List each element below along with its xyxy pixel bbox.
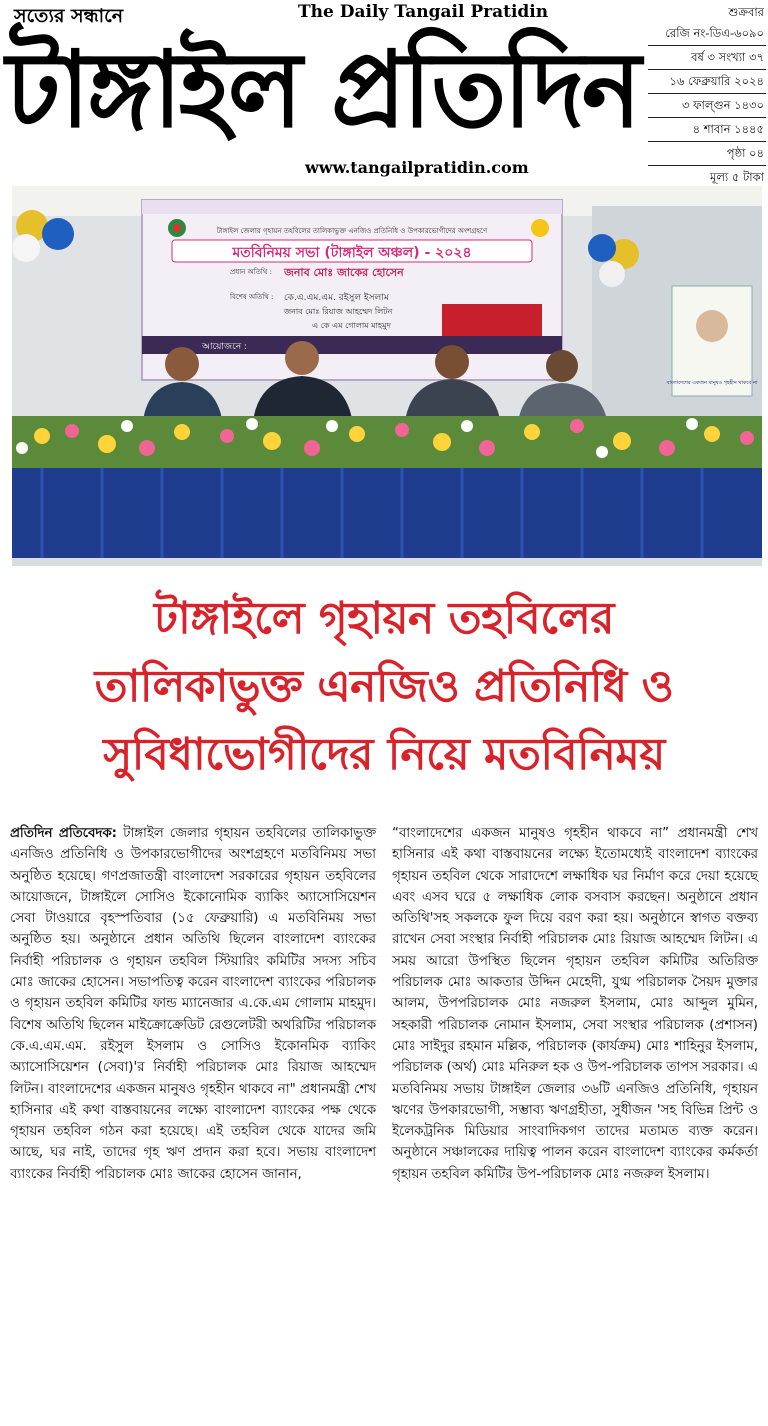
headline-line-2: তালিকাভুক্ত এনজিও প্রতিনিধি ও	[94, 661, 674, 712]
meta-date-english: ১৬ ফেব্রুয়ারি ২০২৪	[648, 70, 766, 94]
meta-price: মূল্য ৫ টাকা	[709, 170, 764, 184]
column-1-text: টাঙ্গাইল জেলার গৃহায়ন তহবিলের তালিকাভুক্ত এনজিও প্রতিনিধি ও উপকারভোগীদের অংশগ্রহণে মতবিনিময় সভা অনুষ্ঠিত হয়েছে। গণপ্রজাতন্ত্রী বাংলাদেশ সরকারের গৃহায়ন তহবিলের আয়োজনে, টাঙ্গাইলে সোসিও ইকোনোমিক ব্যাকিং অ্যাসোসিয়েশন সেবা টাওয়ারে বৃহস্পতিবার (১৫ ফেব্রুয়ারি) এ মতবিনিময় সভা অনুষ্ঠিত হয়। অনুষ্ঠানে প্রধান অতিথি ছিলেন বাংলাদেশ ব্যাংকের নির্বাহী পরিচালক ও গৃহায়ন তহবিল স্টিয়ারিং কমিটির সদস্য সচিব মোঃ জাকের হোসেন। সভাপতিত্ব করেন বাংলাদেশ ব্যাংকের পরিচালক ও গৃহায়ন তহবিল কমিটির ফান্ড ম্যানেজার এ.কে.এম গোলাম মাহমুদ। বিশেষ অতিথি ছিলেন মাইক্রোক্রেডিট রেগুলেটরী অথরিটির পরিচালক কে.এ.এম.এম. রইসুল ইসলাম ও সোসিও ইকোনমিক ব্যাকিং অ্যাসোসিয়েশন (সেবা)'র নির্বাহী পরিচালক মোঃ রিয়াজ আহম্মেদ লিটন। বাংলাদেশের একজন মানুষও গৃহহীন থাকবে না" প্রধানমন্ত্রী শেখ হাসিনার এই কথা বাস্তবায়নের লক্ষ্যে বাংলাদেশ ব্যাংকের পক্ষ থেকে গৃহায়ন তহবিল গঠন করা হয়েছে। এই তহবিল থেকে যাদের জমি আছে, ঘর নাই, তাদের গৃহ ঋণ প্রদান করা হবে। সভায় বাংলাদেশ ব্যাংকের নির্বাহী পরিচালক মোঃ জাকের হোসেন জানান,	[10, 826, 376, 1182]
guest-name-3: এ কে এম গোলাম মাহমুদ	[312, 321, 391, 330]
english-title: The Daily Tangail Pratidin	[298, 2, 549, 22]
article-body	[10, 823, 758, 1185]
meta-page: পৃষ্ঠা ০৪	[648, 142, 766, 166]
byline: প্রতিদিন প্রতিবেদক:	[10, 826, 117, 841]
guest-name-2: জনাব মোঃ রিয়াজ আহম্মেদ লিটন	[284, 307, 393, 316]
issue-meta-box	[648, 2, 766, 189]
meta-date-bangla: ৩ ফাল্গুন ১৪৩০	[648, 94, 766, 118]
meta-day: শুক্রবার	[728, 5, 764, 19]
website-link[interactable]: www.tangailpratidin.com	[305, 158, 529, 177]
masthead-tagline: সত্যের সন্ধানে	[14, 5, 124, 27]
paper-name-logo: টাঙ্গাইল প্রতিদিন	[6, 28, 639, 152]
special-guest-label: বিশেষ অতিথি :	[230, 293, 274, 301]
article-headline	[0, 585, 768, 789]
chief-guest-label: প্রধান অতিথি :	[230, 268, 273, 276]
organizer-text: আয়োজনে :	[202, 342, 247, 352]
article-column-1	[10, 823, 376, 1185]
special-guest-name: কে.এ.এম.এম. রইসুল ইসলাম	[284, 293, 389, 303]
masthead	[0, 0, 768, 185]
banner-top-text: টাঙ্গাইল জেলার গৃহায়ন তহবিলের তালিকাভুক্ত এনজিও প্রতিনিধি ও উপকারভোগীদের অংশগ্রহণে	[216, 227, 488, 235]
banner-title-text: মতবিনিময় সভা (টাঙ্গাইল অঞ্চল) - ২০২৪	[232, 245, 472, 261]
meta-volume-issue: বর্ষ ৩ সংখ্যা ৩৭	[648, 46, 766, 70]
column-2-text: “বাংলাদেশের একজন মানুষও গৃহহীন থাকবে না” প্রধানমন্ত্রী শেখ হাসিনার এই কথা বাস্তবায়নের লক্ষ্যে ইতোমধ্যেই বাংলাদেশ ব্যাংকের গৃহায়ন তহবিল থেকে সারাদেশে লক্ষাধিক ঘর নির্মাণ করে দেয়া হয়েছে এবং এসব ঘরে ৫ লক্ষাধিক লোক বসবাস করছেন। অনুষ্ঠানে প্রধান অতিথি'সহ সকলকে ফুল দিয়ে বরণ করা হয়। অনুষ্ঠানে স্বাগত বক্তব্য রাখেন সেবা সংস্থার নির্বাহী পরিচালক মোঃ রিয়াজ আহম্মেদ লিটন। এ সময় আরো উপস্থিত ছিলেন গৃহায়ন তহবিল কমিটির অতিরিক্ত পরিচালক মোঃ আকতার উদ্দিন মেহেদী, যুগ্ম পরিচালক সৈয়দ মুক্তার আলম, উপপরিচালক মোঃ নজরুল ইসলাম, মোঃ আব্দুল মুমিন, সহকারী পরিচালক নোমান ইসলাম, সেবা সংস্থার পরিচালক (প্রশাসন) মোঃ সাইদুর রহমান মল্লিক, পরিচালক (কার্যক্রম) মোঃ শাহিনুর ইসলাম, পরিচালক (অর্থ) মোঃ মনিরুল হক ও উপ-পরিচালক তাপস সরকার। এ মতবিনিময় সভায় টাঙ্গাইল জেলার ৩৬টি এনজিও প্রতিনিধি, গৃহায়ন ঋণের উপকারভোগী, সম্ভাব্য ঋণগ্রহীতা, সুধীজন 'সহ বিভিন্ন প্রিন্ট ও ইলেকট্রনিক মিডিয়ার সাংবাদিকগণ তাদের মতামত ব্যক্ত করেন। অনুষ্ঠানে সঞ্চালকের দায়িত্ব পালন করেন বাংলাদেশ ব্যাংকের কর্মকর্তা গৃহায়ন তহবিল কমিটির উপ-পরিচালক মোঃ নজরুল ইসলাম।	[392, 826, 758, 1182]
meta-date-hijri: ৪ শাবান ১৪৪৫	[648, 118, 766, 142]
article-column-2	[392, 823, 758, 1185]
headline-line-3: সুবিধাভোগীদের নিয়ে মতবিনিময়	[103, 729, 665, 780]
headline-line-1: টাঙ্গাইলে গৃহায়ন তহবিলের	[154, 593, 614, 644]
event-photo	[12, 186, 762, 566]
poster-caption: বাংলাদেশের একজন মানুষও গৃহহীন থাকবে না	[666, 380, 758, 386]
chief-guest-name: জনাব মোঃ জাকের হোসেন	[284, 266, 404, 279]
meta-registration: রেজি নং-ডিএ-৬০৯০	[648, 22, 766, 46]
